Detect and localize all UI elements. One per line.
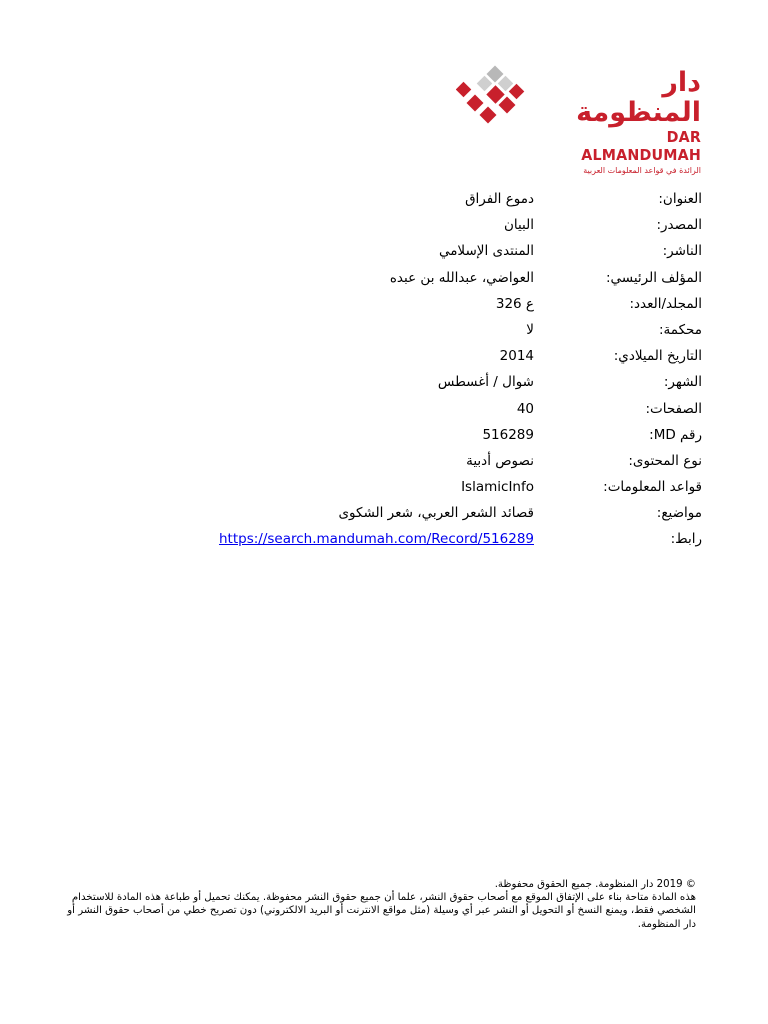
field-value: 40 <box>516 400 534 417</box>
field-value: قصائد الشعر العربي، شعر الشكوى <box>338 505 534 522</box>
publisher-logo <box>456 64 701 175</box>
field-value <box>219 526 534 552</box>
field-value: دموع الفراق <box>465 191 534 207</box>
field-label: المصدر: <box>656 217 702 234</box>
field-month <box>120 369 702 395</box>
logo-english-name: DAR ALMANDUMAH <box>581 128 701 164</box>
field-label: رابط: <box>670 531 702 548</box>
field-label: قواعد المعلومات: <box>603 479 702 496</box>
field-label: الشهر: <box>663 374 702 391</box>
field-label: الصفحات: <box>645 400 702 417</box>
usage-notice: هذه المادة متاحة بناء على الإتفاق الموقع مع أصحاب حقوق النشر، علما أن جميع حقوق النشر محفوظة. يمكنك تحميل أو طباعة هذه المادة للاستخدام الشخصي فقط، ويمنع النسخ أو التحويل أو النشر عبر أي وسيلة (مثل مواقع الانترنت أو البريد الالكتروني) دون تصريح خطي من أصحاب حقوق النشر أو دار المنظومة. <box>67 892 696 930</box>
field-gregorian-date <box>120 343 702 369</box>
record-link[interactable]: https://search.mandumah.com/Record/516289 <box>218 531 534 548</box>
diamond-cluster-icon <box>456 64 546 134</box>
field-pages <box>120 396 702 422</box>
field-value: نصوص أدبية <box>466 452 534 469</box>
logo-wordmark <box>546 68 701 177</box>
copyright-line: © 2019 دار المنظومة. جميع الحقوق محفوظة. <box>494 879 696 890</box>
field-label: التاريخ الميلادي: <box>613 348 702 365</box>
field-content-type <box>120 448 702 474</box>
field-peer-reviewed <box>120 317 702 343</box>
field-source <box>120 212 702 238</box>
field-value: المنتدى الإسلامي <box>438 243 534 260</box>
field-subjects <box>120 500 702 526</box>
field-value: شوال / أغسطس <box>437 374 534 391</box>
logo-arabic-name: دار المنظومة <box>576 67 701 128</box>
field-value: البيان <box>503 217 534 234</box>
field-md-number <box>120 422 702 448</box>
field-main-author <box>120 265 702 291</box>
field-publisher <box>120 238 702 264</box>
field-value: العواضي، عبدالله بن عبده <box>389 269 534 286</box>
record-metadata <box>120 186 702 553</box>
field-value: IslamicInfo <box>461 479 534 496</box>
copyright-footer <box>56 878 696 931</box>
field-value: لا <box>526 321 534 338</box>
field-label: محكمة: <box>659 321 702 338</box>
logo-tagline: الرائدة في قواعد المعلومات العربية <box>583 166 701 175</box>
field-label: المؤلف الرئيسي: <box>605 269 702 286</box>
field-value: 516289 <box>482 426 534 443</box>
field-volume-issue <box>120 291 702 317</box>
field-value: ع 326 <box>495 295 534 312</box>
field-label: الناشر: <box>662 243 702 260</box>
field-label: نوع المحتوى: <box>628 452 702 469</box>
field-title <box>120 186 702 212</box>
field-value: 2014 <box>499 348 534 365</box>
field-link <box>120 526 702 552</box>
field-label: العنوان: <box>658 191 702 207</box>
field-databases <box>120 474 702 500</box>
field-label: رقم MD: <box>649 426 702 443</box>
field-label: المجلد/العدد: <box>629 295 702 312</box>
field-label: مواضيع: <box>656 505 702 522</box>
